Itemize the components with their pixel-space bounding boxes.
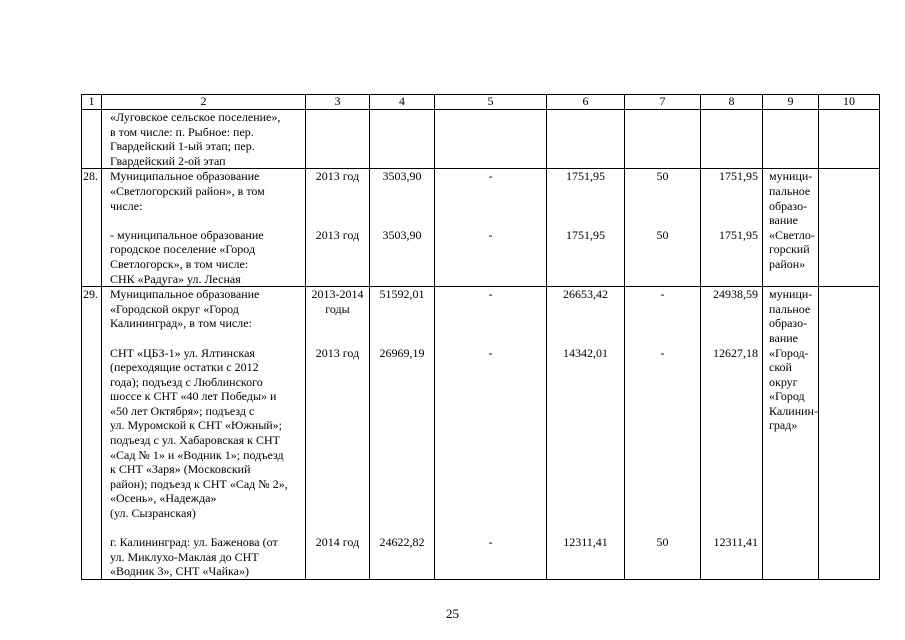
page-number: 25 <box>446 606 459 621</box>
year-cell: 2013-2014 годы 2013 год 2014 год <box>306 287 370 580</box>
header-cell: 2 <box>102 95 306 110</box>
name-line: Гвардейский 1-ый этап; пер. <box>110 139 255 154</box>
header-cell: 10 <box>819 95 880 110</box>
row-number: 28. <box>82 169 102 287</box>
col8-cell: 1751,95 1751,95 <box>701 169 763 287</box>
responsible-cell: муници- пальное образо- вание «Город- ской округ «Город Калинин- град» <box>763 287 819 580</box>
header-cell: 9 <box>763 95 819 110</box>
header-cell: 3 <box>306 95 370 110</box>
name-cell: Муниципальное образование «Городской округ «Город Калининград», в том числе: СНТ «ЦБЗ-1» ул. Ялтинская (переходящие остатки с 2012 года); подъезд с Люблинского шоссе к СНТ «40 лет Победы» и «50 лет Октября»; подъезд с ул. Муромской к СНТ «Южный»; подъезд с ул. Хабаровская к СНТ «Сад № 1» и «Водник 1»; подъезд к СНТ «Заря» (Московский район); подъезд к СНТ «Сад № 2», «Осень», «Надежда» (ул. Сызранская) г. Калининград: ул. Баженова (от ул. Миклухо-Маклая до СНТ «Водник 3», СНТ «Чайка») <box>102 287 306 580</box>
header-cell: 7 <box>625 95 701 110</box>
total-cell: 51592,01 26969,19 24622,82 <box>370 287 435 580</box>
header-cell: 1 <box>82 95 102 110</box>
responsible-cell: муници- пальное образо- вание «Светло- горский район» <box>763 169 819 287</box>
col5-cell: - - - <box>435 287 547 580</box>
col7-cell: - - 50 <box>625 287 701 580</box>
name-line: в том числе: п. Рыбное: пер. <box>110 124 254 139</box>
table-row-28 <box>82 169 880 287</box>
row-number: 29. <box>82 287 102 580</box>
header-cell: 8 <box>701 95 763 110</box>
col5-cell: - - <box>435 169 547 287</box>
name-cell <box>102 110 306 169</box>
col6-cell: 1751,95 1751,95 <box>547 169 625 287</box>
table-row-29 <box>82 287 880 580</box>
name-line: «Луговское сельское поселение», <box>110 110 281 124</box>
num-cell <box>82 110 102 169</box>
total-cell: 3503,90 3503,90 <box>370 169 435 287</box>
table-header-row <box>82 95 880 110</box>
name-line: Гвардейский 2-ой этап <box>110 153 226 168</box>
year-cell: 2013 год 2013 год <box>306 169 370 287</box>
col7-cell: 50 50 <box>625 169 701 287</box>
name-cell: Муниципальное образование «Светлогорский район», в том числе: - муниципальное образование городское поселение «Город Светлогорск», в том числе: СНК «Радуга» ул. Лесная <box>102 169 306 287</box>
header-cell: 6 <box>547 95 625 110</box>
header-cell: 4 <box>370 95 435 110</box>
header-cell: 5 <box>435 95 547 110</box>
table-row-continuation <box>82 110 880 169</box>
program-table <box>81 94 880 580</box>
col6-cell: 26653,42 14342,01 12311,41 <box>547 287 625 580</box>
col8-cell: 24938,59 12627,18 12311,41 <box>701 287 763 580</box>
